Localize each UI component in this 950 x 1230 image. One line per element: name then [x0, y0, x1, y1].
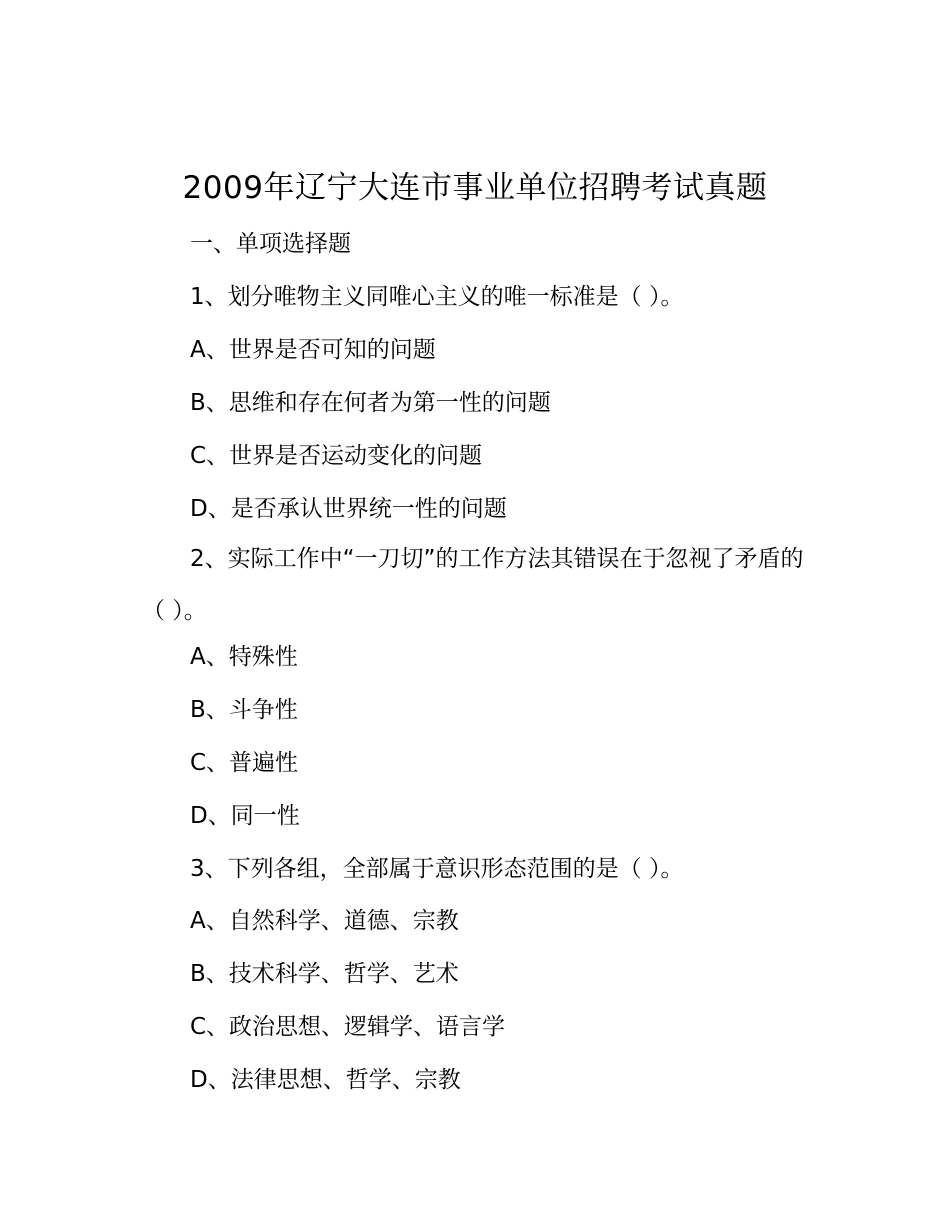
section-heading: 一、单项选择题	[190, 231, 351, 257]
question-1-option-c: C、世界是否运动变化的问题	[190, 443, 483, 469]
question-3-option-d: D、法律思想、哲学、宗教	[190, 1067, 461, 1093]
question-2-option-a: A、特殊性	[190, 644, 298, 670]
question-3-option-a: A、自然科学、道德、宗教	[190, 908, 459, 934]
question-2-stem: 2、实际工作中“一刀切”的工作方法其错误在于忽视了矛盾的（ ）。	[142, 546, 804, 624]
question-2-option-c: C、普遍性	[190, 750, 299, 776]
question-1-option-b: B、思维和存在何者为第一性的问题	[190, 390, 551, 416]
page-title: 2009年辽宁大连市事业单位招聘考试真题	[182, 170, 768, 206]
question-1-option-d: D、是否承认世界统一性的问题	[190, 496, 507, 522]
question-2-option-b: B、斗争性	[190, 697, 298, 723]
question-1-stem: 1、划分唯物主义同唯心主义的唯一标准是（ ）。	[190, 284, 684, 310]
question-3-option-b: B、技术科学、哲学、艺术	[190, 961, 459, 987]
question-3-stem: 3、下列各组，全部属于意识形态范围的是（ ）。	[190, 856, 684, 882]
question-1-option-a: A、世界是否可知的问题	[190, 337, 436, 363]
question-3-option-c: C、政治思想、逻辑学、语言学	[190, 1014, 506, 1040]
question-2-option-d: D、同一性	[190, 803, 300, 829]
